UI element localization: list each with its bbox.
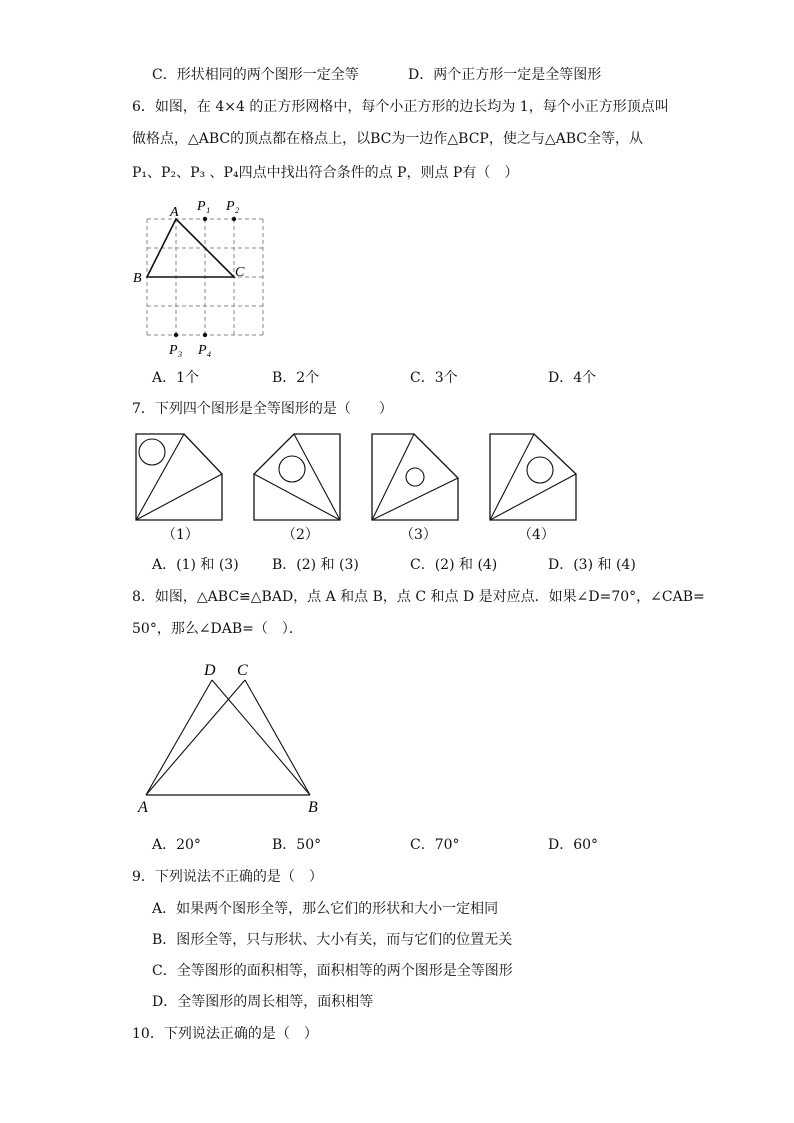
- q10-stem: 10．下列说法正确的是（ ）: [132, 1026, 318, 1042]
- q8-option-d: D．60°: [548, 837, 599, 853]
- q7-figure-3: [370, 432, 462, 526]
- segment-ac: [146, 680, 245, 795]
- q7-figure-4: [488, 432, 580, 526]
- q7-caption-2: （2）: [282, 527, 319, 543]
- q7-caption-3: （3）: [400, 527, 437, 543]
- point-p2: [232, 217, 236, 221]
- q7-option-a: A．(1) 和 (3): [152, 557, 239, 573]
- q6-stem-line3: P₁、P₂、P₃ 、P₄四点中找出符合条件的点 P，则点 P有（ ）: [132, 165, 519, 181]
- q6-stem-line1: 6．如图，在 4×4 的正方形网格中，每个小正方形的边长均为 1，每个小正方形顶点叫: [132, 99, 669, 115]
- q5-option-d: D．两个正方形一定是全等图形: [408, 67, 602, 83]
- q6-option-a: A．1个: [152, 370, 200, 386]
- label-p2: P₂: [226, 199, 240, 214]
- q7-caption-4: （4）: [518, 527, 555, 543]
- point-p3: [174, 333, 178, 337]
- label-b: B: [308, 799, 318, 816]
- segment-db: [212, 680, 310, 795]
- label-d: D: [204, 662, 216, 679]
- q9-option-d: D．全等图形的周长相等，面积相等: [152, 994, 374, 1010]
- q6-option-b: B．2个: [272, 370, 320, 386]
- label-c: C: [237, 662, 248, 679]
- q6-grid-figure: [128, 192, 288, 371]
- label-p1: P₁: [197, 199, 211, 214]
- q7-option-c: C．(2) 和 (4): [410, 557, 498, 573]
- q9-option-c: C．全等图形的面积相等，面积相等的两个图形是全等图形: [152, 963, 513, 979]
- label-c: C: [235, 265, 245, 280]
- segment-cb: [245, 680, 310, 795]
- q6-option-d: D．4个: [548, 370, 597, 386]
- q7-figure-1: [134, 432, 226, 526]
- label-a: A: [170, 205, 179, 220]
- q9-option-a: A．如果两个图形全等，那么它们的形状和大小一定相同: [152, 901, 499, 917]
- segment-ad: [146, 680, 212, 795]
- label-p3: P₃: [169, 343, 183, 358]
- q8-stem-line1: 8．如图，△ABC≌△BAD，点 A 和点 B，点 C 和点 D 是对应点．如果∠D=70°，∠CAB=: [132, 589, 705, 605]
- q7-caption-1: （1）: [162, 527, 199, 543]
- q7-stem: 7．下列四个图形是全等图形的是（ ）: [132, 401, 393, 417]
- q7-option-d: D．(3) 和 (4): [548, 557, 636, 573]
- label-a: A: [138, 799, 148, 816]
- q8-stem-line2: 50°，那么∠DAB=（ ）．: [132, 621, 303, 637]
- q5-option-c: C．形状相同的两个图形一定全等: [152, 67, 359, 83]
- q9-option-b: B．图形全等，只与形状、大小有关，而与它们的位置无关: [152, 932, 513, 948]
- q8-figure: [132, 652, 332, 821]
- q8-option-c: C．70°: [410, 837, 460, 853]
- q7-figure-2: [252, 432, 344, 526]
- point-p1: [203, 217, 207, 221]
- point-p4: [203, 333, 207, 337]
- q6-stem-line2: 做格点，△ABC的顶点都在格点上，以BC为一边作△BCP，使之与△ABC全等，从: [132, 131, 643, 147]
- q6-option-c: C．3个: [410, 370, 458, 386]
- label-p4: P₄: [198, 343, 212, 358]
- q8-option-a: A．20°: [152, 837, 201, 853]
- label-b: B: [133, 271, 142, 286]
- q7-option-b: B．(2) 和 (3): [272, 557, 359, 573]
- q8-option-b: B．50°: [272, 837, 322, 853]
- q9-stem: 9．下列说法不正确的是（ ）: [132, 869, 323, 885]
